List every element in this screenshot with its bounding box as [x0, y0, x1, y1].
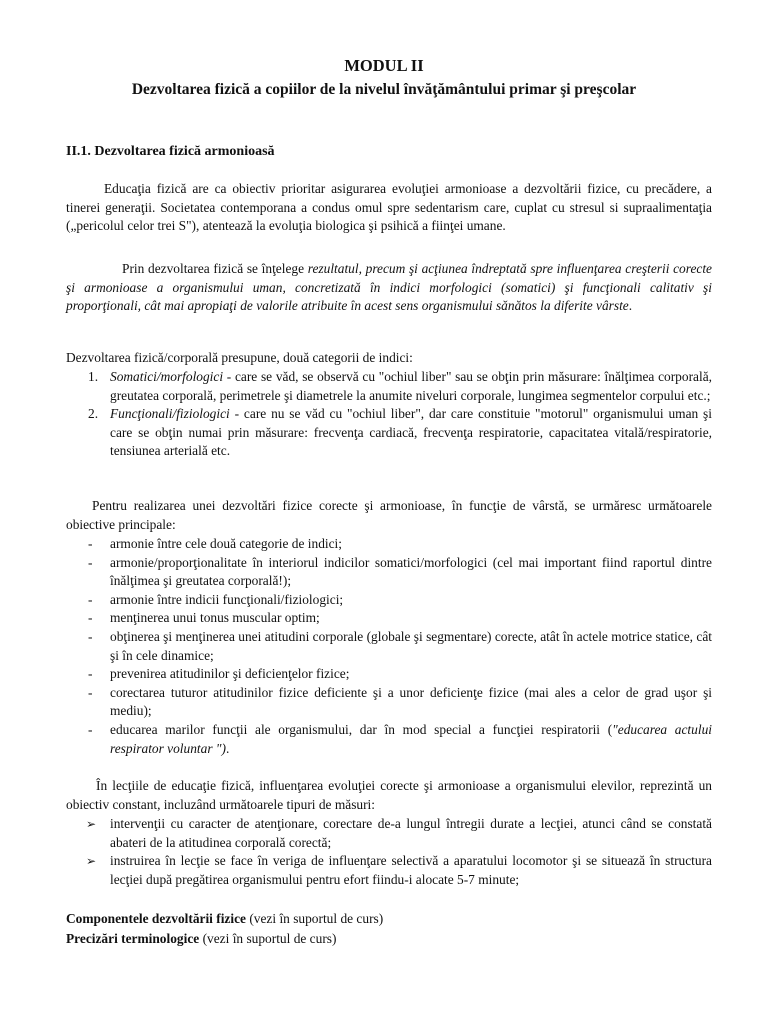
paragraph-indices-intro: Dezvoltarea fizică/corporală presupune, două categorii de indici: — [66, 350, 413, 365]
list-item — [66, 665, 712, 684]
list-text-end: . — [225, 740, 230, 756]
list-item — [66, 628, 712, 665]
list-item — [66, 684, 712, 721]
list-item — [66, 535, 712, 554]
footer-line-terminology — [66, 930, 336, 949]
list-item — [66, 554, 712, 591]
dash-marker: - — [88, 666, 93, 682]
dash-marker: - — [88, 591, 93, 607]
indices-list — [66, 368, 712, 461]
list-text: obţinerea şi menţinerea unei atitudini corporale (globale şi segmentare) corecte, atât în actele motrice statice, cât şi în cele dinamice; — [110, 628, 712, 663]
definition-italic: rezultatul, precum şi acţiunea îndreptată spre influenţarea creşterii corecte şi armonioase a organismului uman, concretizată în indici morfologici (somatici) şi funcţionali calitativ şi proporţionali, cât mai apropiaţi de valorile atribuite în acest sens organismului sănătos la diferite vârste — [66, 261, 713, 314]
list-item — [66, 405, 712, 461]
list-text: armonie/proporţionalitate în interiorul indicilor somatici/morfologici (cel mai important fiind raportul dintre înălţimea şi greutatea corporală!); — [110, 554, 712, 589]
list-term: Somatici/morfologici — [110, 369, 224, 384]
paragraph-objectives-intro: Pentru realizarea unei dezvoltări fizice corecte şi armonioase, în funcţie de vârstă, se urmăresc următoarele obiective principale: — [66, 498, 712, 532]
list-text: instruirea în lecţie se face în veriga de influenţare selectivă a aparatului locomotor şi se situează în structura lecţiei după pregătirea organismului pentru efort fiindu-i alocate 5-7 minute; — [110, 853, 712, 887]
list-text: armonie între indicii funcţionali/fiziologici; — [110, 591, 344, 607]
list-item — [66, 815, 712, 852]
paragraph-measures-intro: În lecţiile de educaţie fizică, influenţarea evoluţiei corecte şi armonioase a organismului elevilor, reprezintă un obiectiv constant, incluzând următoarele tipuri de măsuri: — [66, 778, 712, 812]
paragraph-definition — [66, 260, 712, 316]
list-text: corectarea tuturor atitudinilor fizice deficiente şi a unor deficienţe fizice (mai ales a celor de grad uşor şi mediu); — [110, 684, 712, 719]
dash-marker: - — [88, 610, 93, 626]
list-text: - care se văd, se observă cu "ochiul liber" sau se obţin prin măsurare: înălţimea corporală, greutatea corporală, perimetrele şi diametrele la anumite niveluri corporale, lungimea segmentelor corpului etc.; — [110, 369, 712, 403]
section-heading: II.1. Dezvoltarea fizică armonioasă — [66, 144, 275, 159]
list-text: menţinerea unui tonus muscular optim; — [110, 610, 320, 626]
dash-marker: - — [88, 554, 93, 570]
measures-list — [66, 815, 712, 889]
footer-bold: Precizări terminologice — [66, 931, 200, 946]
objectives-list — [66, 535, 712, 758]
footer-text: (vezi în suportul de curs) — [245, 911, 384, 926]
dash-marker: - — [88, 536, 93, 551]
dash-marker: - — [88, 628, 93, 644]
list-text: intervenţii cu caracter de atenţionare, corectare de-a lungul întregii durate a lecţiei, atunci când se constată abateri de la atitudinea corporală corectă; — [110, 816, 712, 850]
footer-line-components — [66, 910, 383, 929]
list-text: educarea marilor funcţii ale organismului, dar în mod special a funcţiei respiratorii ( — [110, 721, 613, 737]
arrow-bullet-icon: ➢ — [86, 854, 97, 869]
dash-marker: - — [88, 684, 93, 700]
list-text-italic: "educarea actului respirator voluntar ") — [110, 721, 712, 756]
list-marker: 2. — [88, 406, 99, 422]
list-item — [66, 368, 712, 405]
list-item — [66, 721, 712, 758]
list-text: - care nu se văd cu "ochiul liber", dar care constituie "motorul" organismului uman şi care se obţin numai prin măsurare: frecvenţa cardiacă, frecvenţa respiratorie, capacitatea vitală/respiratorie, tensiunea arterială etc. — [110, 406, 712, 459]
list-text: prevenirea atitudinilor şi deficienţelor fizice; — [110, 666, 350, 682]
list-item — [66, 609, 712, 628]
list-marker: 1. — [88, 369, 99, 384]
list-term: Funcţionali/fiziologici — [110, 406, 230, 422]
definition-end: . — [628, 298, 633, 314]
document-title: Dezvoltarea fizică a copiilor de la nivelul învăţământului primar şi preşcolar — [131, 81, 637, 98]
list-item — [66, 852, 712, 889]
module-heading: MODUL II — [344, 56, 424, 75]
list-item — [66, 591, 712, 610]
definition-lead: Prin dezvoltarea fizică se înţelege — [122, 261, 308, 276]
footer-text: (vezi în suportul de curs) — [199, 931, 337, 946]
arrow-bullet-icon: ➢ — [86, 817, 97, 831]
paragraph-intro: Educaţia fizică are ca obiectiv prioritar asigurarea evoluţiei armonioase a dezvoltării fizice, cu precădere, a tinerei generaţii. Societatea contemporana a condus omul spre sedentarism care, cuplat cu stresul si supraalimentaţia („pericolul celor trei S"), atentează la evoluţia biologica şi psihică a fiinţei umane. — [66, 181, 712, 234]
list-text: armonie între cele două categorie de indici; — [110, 536, 342, 551]
footer-bold: Componentele dezvoltării fizice — [66, 911, 246, 926]
dash-marker: - — [88, 721, 93, 737]
